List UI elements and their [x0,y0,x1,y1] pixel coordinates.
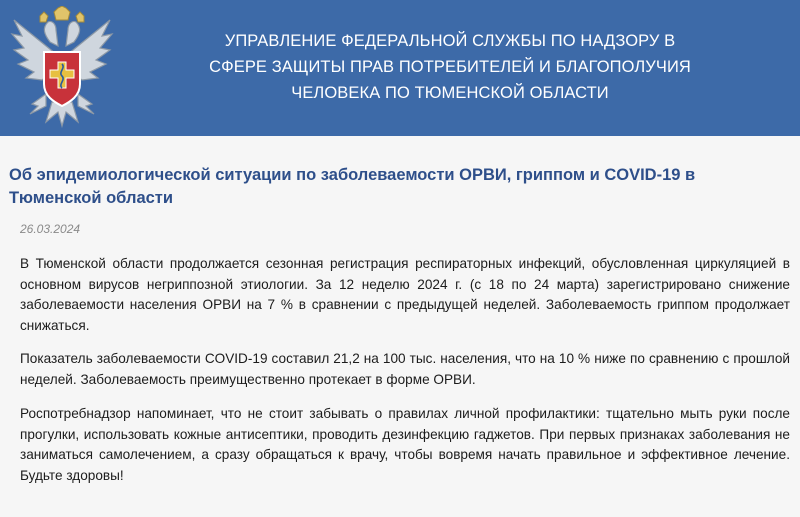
header-banner [0,0,800,136]
article-date: 26.03.2024 [20,222,81,236]
org-name-line-1: УПРАВЛЕНИЕ ФЕДЕРАЛЬНОЙ СЛУЖБЫ ПО НАДЗОРУ В [224,32,676,50]
article-paragraph: Роспотребнадзор напоминает, что не стоит забывать о правилах личной профилактики: тщательно мыть руки после прогулки, использовать кожные антисептики, проводить дезинфекцию гаджетов. При первых признаках заболевания не заниматься самолечением, а сразу обращаться к врачу, чтобы вовремя начать правильное и эффективное лечение. Будьте здоровы! [20,406,790,483]
organization-name [150,28,750,106]
article-title: Об эпидемиологической ситуации по заболеваемости ОРВИ, гриппом и COVID-19 в Тюменской области [9,166,696,207]
double-headed-eagle-emblem-icon [6,6,118,130]
article-paragraph: Показатель заболеваемости COVID-19 составил 21,2 на 100 тыс. населения, что на 10 % ниже по сравнению с прошлой неделей. Заболеваемость преимущественно протекает в форме ОРВИ. [20,351,790,387]
article-paragraph: В Тюменской области продолжается сезонная регистрация респираторных инфекций, обусловленная циркуляцией в основном вирусов негриппозной этиологии. За 12 неделю 2024 г. (с 18 по 24 марта) зарегистрировано снижение заболеваемости населения ОРВИ на 7 % в сравнении с предыдущей неделей. Заболеваемость гриппом продолжает снижаться. [20,256,790,333]
org-name-line-3: ЧЕЛОВЕКА ПО ТЮМЕНСКОЙ ОБЛАСТИ [291,84,609,102]
org-name-line-2: СФЕРЕ ЗАЩИТЫ ПРАВ ПОТРЕБИТЕЛЕЙ И БЛАГОПОЛУЧИЯ [209,58,691,76]
